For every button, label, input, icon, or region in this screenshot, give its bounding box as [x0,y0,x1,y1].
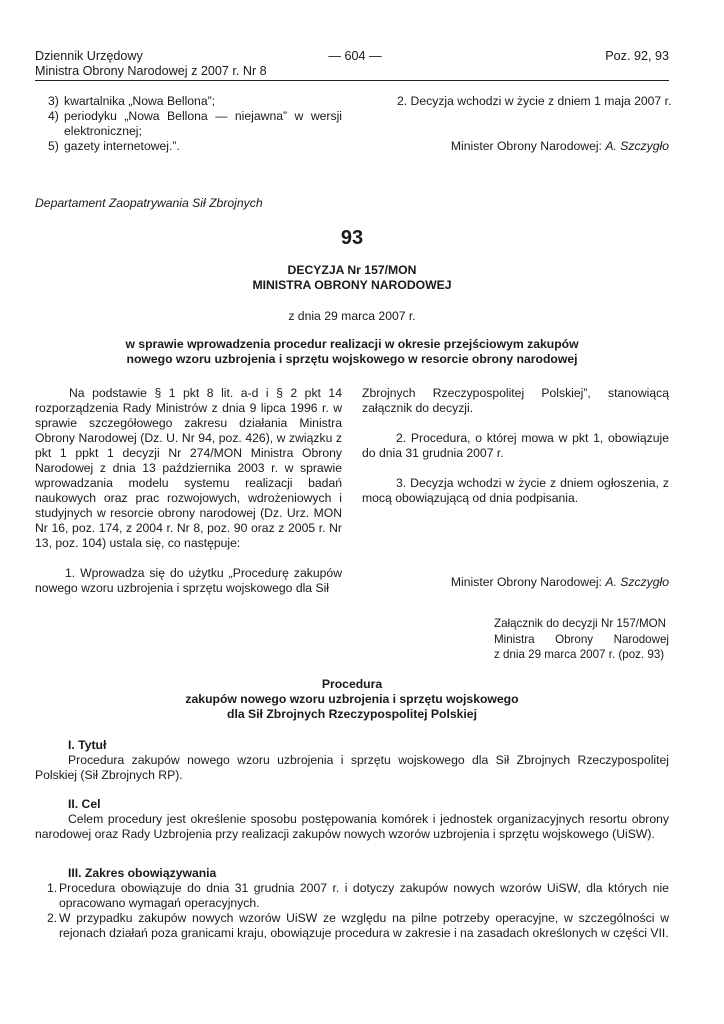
list-item-number: 1. [47,881,58,895]
procedure-title-line2: zakupów nowego wzoru uzbrojenia i sprzętu wojskowego [185,692,519,706]
list-item [35,911,669,941]
list-item-number: 5) [48,139,59,153]
header-rule [35,80,669,81]
list-item-text: W przypadku zakupów nowych wzorów UiSW ze względu na pilne potrzeby operacyjne, w szczególności w rejonach działań poza granicami kraju, obowiązuje procedura w zakresie i na zasadach określonych w części VII. [59,911,669,940]
journal-title-line1: Dziennik Urzędowy [35,49,143,63]
section-title-heading: I. Tytuł [68,738,107,752]
list-item-text: gazety internetowej.”. [64,139,180,153]
decision-title-line2: MINISTRA OBRONY NARODOWEJ [252,278,452,292]
point-2-paragraph: 2. Procedura, o której mowa w pkt 1, obowiązuje do dnia 31 grudnia 2007 r. [362,431,669,460]
attachment-note-line3: z dnia 29 marca 2007 r. (poz. 93) [494,648,665,661]
list-item-number: 4) [48,109,59,123]
point-3-paragraph: 3. Decyzja wchodzi w życie z dniem ogłoszenia, z mocą obowiązującą od dnia podpisania. [362,476,669,505]
decision-date: z dnia 29 marca 2007 r. [288,309,416,323]
decision-subject [0,337,704,367]
signature-name: A. Szczygło [605,575,669,589]
list-item-text: periodyku „Nowa Bellona — niejawna” w wersji elektronicznej; [64,109,342,138]
point-1-continuation: Zbrojnych Rzeczypospolitej Polskiej”, stanowiącą załącznik do decyzji. [362,386,669,415]
procedure-title-line3: dla Sił Zbrojnych Rzeczypospolitej Polskiej [227,707,477,721]
signature-role: Minister Obrony Narodowej: [450,575,606,589]
department-name: Departament Zaopatrywania Sił Zbrojnych [35,196,263,210]
position-reference: Poz. 92, 93 [605,49,669,63]
list-item-number: 3) [48,94,59,108]
decision-subject-line1: w sprawie wprowadzenia procedur realizacji w okresie przejściowym zakupów [125,337,579,351]
legal-basis-paragraph: Na podstawie § 1 pkt 8 lit. a-d i § 2 pkt 14 rozporządzenia Rady Ministrów z dnia 9 lipca 1996 r. w sprawie szczegółowego zakresu działania Ministra Obrony Narodowej (Dz. U. Nr 94, poz. 426), w związku z pkt 1 ppkt 1 decyzji Nr 274/MON Ministra Obrony Narodowej z dnia 13 października 2003 r. w sprawie wprowadzania modelu systemu realizacji badań naukowych oraz prac rozwojowych, wdrożeniowych i studyjnych w resorcie obrony narodowej (Dz. Urz. MON Nr 16, poz. 174, z 2004 r. Nr 8, poz. 90 oraz z 2005 r. Nr 13, poz. 104) ustala się, co następuje: [35,386,342,550]
list-item [48,109,342,139]
list-item-text: Procedura obowiązuje do dnia 31 grudnia 2007 r. i dotyczy zakupów nowych wzorów UiSW, dla których nie opracowano wymagań operacyjnych. [59,881,669,910]
list-item [48,139,342,154]
decision-body-right [362,386,669,506]
attachment-note-line2: Ministra Obrony Narodowej [494,632,669,646]
attachment-note-line1: Załącznik do decyzji Nr 157/MON [494,617,667,630]
signature-name: A. Szczygło [605,139,669,153]
procedure-title-line1: Procedura [321,677,383,691]
section-scope-heading: III. Zakres obowiązywania [68,866,217,880]
signature-role: Minister Obrony Narodowej: [450,139,606,153]
list-item [48,94,342,109]
section-goal-heading: II. Cel [68,797,101,811]
previous-decision-list [48,94,342,154]
section-goal-text: Celem procedury jest określenie sposobu postępowania komórek i jednostek organizacyjnych resortu obrony narodowej oraz Rady Uzbrojenia przy realizacji zakupów nowych wzorów uzbrojenia i sprzętu wojskowego (UiSW). [35,812,669,841]
previous-decision-effective: 2. Decyzja wchodzi w życie z dniem 1 maja 2007 r. [397,94,672,108]
decision-title [0,263,704,293]
decision-subject-line2: nowego wzoru uzbrojenia i sprzętu wojskowego w resorcie obrony narodowej [126,352,578,366]
section-scope-list [35,881,669,941]
list-item-text: kwartalnika „Nowa Bellona”; [64,94,216,108]
attachment-note [494,616,669,663]
section-title-text: Procedura zakupów nowego wzoru uzbrojenia i sprzętu wojskowego dla Sił Zbrojnych Rzeczypospolitej Polskiej (Sił Zbrojnych RP). [35,753,669,782]
point-1-paragraph: 1. Wprowadza się do użytku „Procedurę zakupów nowego wzoru uzbrojenia i sprzętu wojskowego dla Sił [35,566,342,595]
page-number: — 604 — [328,49,382,63]
decision-title-line1: DECYZJA Nr 157/MON [287,263,417,277]
decision-signature [380,575,669,590]
list-item [35,881,669,911]
decision-body-left [35,386,342,596]
position-number: 93 [340,227,364,249]
list-item-number: 2. [47,911,58,925]
previous-decision-signature [380,139,669,154]
journal-title [35,49,335,79]
procedure-title [0,677,704,722]
journal-title-line2: Ministra Obrony Narodowej z 2007 r. Nr 8 [35,64,267,78]
